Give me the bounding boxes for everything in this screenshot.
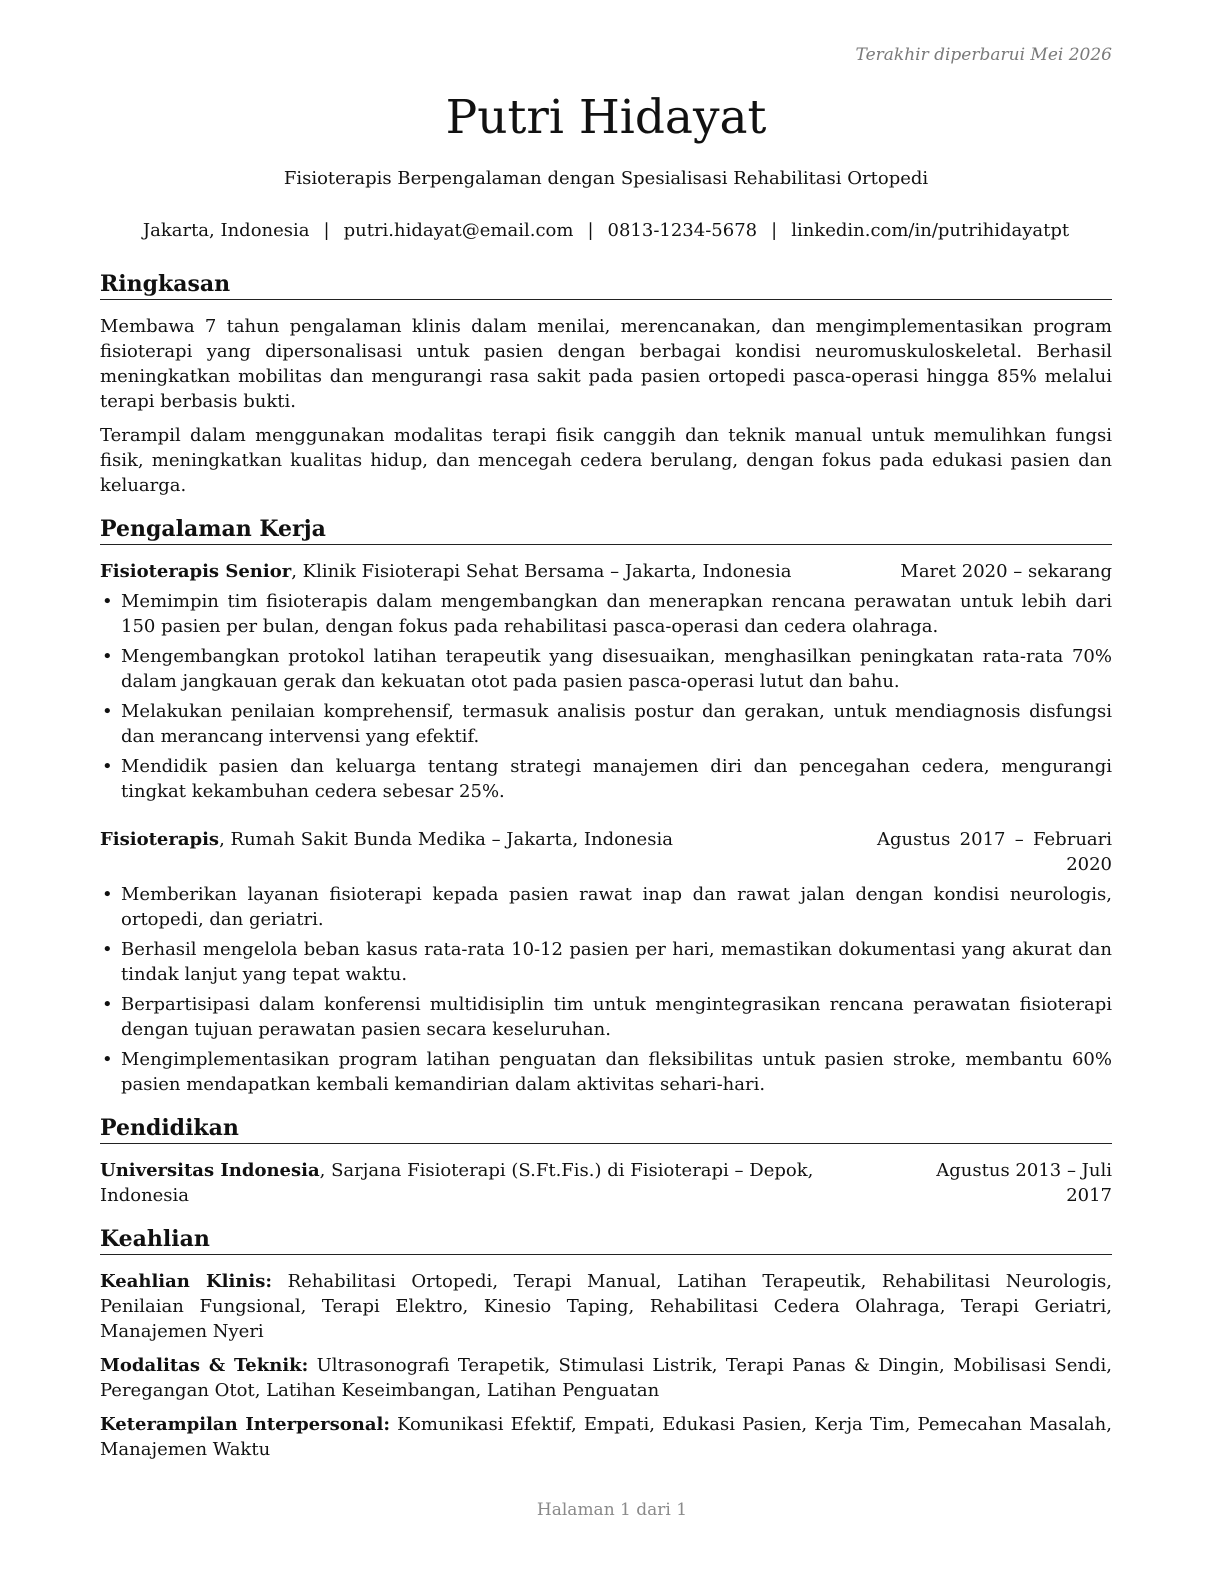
job-title-line	[100, 559, 791, 584]
skill-group-label: Keahlian Klinis:	[100, 1271, 273, 1292]
job-dates: Agustus 2017 – Februari 2020	[877, 829, 1112, 875]
skill-group-label: Modalitas & Teknik:	[100, 1355, 309, 1376]
job-header	[100, 559, 1112, 584]
job-entry	[100, 827, 1112, 1097]
job-org: , Rumah Sakit Bunda Medika – Jakarta, Indonesia	[219, 829, 673, 850]
list-item: • Mendidik pasien dan keluarga tentang strategi manajemen diri dan pencegahan cedera, mengurangi tingkat kekambuhan cedera sebesar 25%.	[100, 754, 1112, 804]
job-header	[100, 827, 1112, 877]
job-role: Fisioterapis Senior	[100, 561, 292, 582]
list-item: • Berpartisipasi dalam konferensi multidisiplin tim untuk mengintegrasikan rencana perawatan fisioterapi dengan tujuan perawatan pasien secara keseluruhan.	[100, 992, 1112, 1042]
list-item: • Melakukan penilaian komprehensif, termasuk analisis postur dan gerakan, untuk mendiagnosis disfungsi dan merancang intervensi yang efektif.	[100, 699, 1112, 749]
education-title: Pendidikan	[100, 1114, 1112, 1144]
page-number: Halaman 1 dari 1	[536, 1500, 688, 1520]
job-dates: Maret 2020 – sekarang	[900, 561, 1112, 582]
summary-title: Ringkasan	[100, 270, 1112, 300]
list-item: • Mengembangkan protokol latihan terapeutik yang disesuaikan, menghasilkan peningkatan rata-rata 70% dalam jangkauan gerak dan kekuatan otot pada pasien pasca-operasi lutut dan bahu.	[100, 644, 1112, 694]
candidate-name: Putri Hidayat	[445, 90, 767, 145]
education-detail: , Sarjana Fisioterapi (S.Ft.Fis.) di Fisioterapi – Depok, Indonesia	[100, 1160, 814, 1206]
list-item: • Mengimplementasikan program latihan penguatan dan fleksibilitas untuk pasien stroke, membantu 60% pasien mendapatkan kembali kemandirian dalam aktivitas sehari-hari.	[100, 1047, 1112, 1097]
summary-paragraph: Terampil dalam menggunakan modalitas terapi fisik canggih dan teknik manual untuk memulihkan fungsi fisik, meningkatkan kualitas hidup, dan mencegah cedera berulang, dengan fokus pada edukasi pasien dan keluarga.	[100, 425, 1112, 496]
last-updated: Terakhir diperbarui Mei 2026	[855, 45, 1112, 65]
education-line	[100, 1158, 890, 1208]
experience-section	[100, 515, 1112, 1097]
skill-group-text: Komunikasi Efektif, Empati, Edukasi Pasien, Kerja Tim, Pemecahan Masalah, Manajemen Waktu	[100, 1414, 1113, 1460]
contact-separator: |	[323, 220, 330, 241]
job-title-line	[100, 827, 673, 877]
contact-separator: |	[771, 220, 778, 241]
education-entry	[100, 1158, 1112, 1208]
job-org: , Klinik Fisioterapi Sehat Bersama – Jakarta, Indonesia	[291, 561, 792, 582]
contact-location: Jakarta, Indonesia	[142, 220, 310, 241]
education-school: Universitas Indonesia	[100, 1160, 320, 1181]
job-bullets	[100, 882, 1112, 1097]
skill-group-label: Keterampilan Interpersonal:	[100, 1414, 390, 1435]
skill-group	[100, 1269, 1112, 1344]
contact-phone: 0813-1234-5678	[607, 220, 758, 241]
list-item: • Memberikan layanan fisioterapi kepada pasien rawat inap dan rawat jalan dengan kondisi neurologis, ortopedi, dan geriatri.	[100, 882, 1112, 932]
skills-section	[100, 1225, 1112, 1462]
summary-section	[100, 270, 1112, 498]
skill-group-text: Rehabilitasi Ortopedi, Terapi Manual, Latihan Terapeutik, Rehabilitasi Neurologis, Penilaian Fungsional, Terapi Elektro, Kinesio Taping, Rehabilitasi Cedera Olahraga, Terapi Geriatri, Manajemen Nyeri	[100, 1271, 1112, 1342]
contact-line	[100, 219, 1112, 243]
skill-group-text: Ultrasonografi Terapetik, Stimulasi Listrik, Terapi Panas & Dingin, Mobilisasi Sendi, Peregangan Otot, Latihan Keseimbangan, Latihan Penguatan	[100, 1355, 1113, 1401]
skill-group	[100, 1412, 1112, 1462]
experience-title: Pengalaman Kerja	[100, 515, 1112, 545]
job-bullets	[100, 589, 1112, 804]
education-section	[100, 1114, 1112, 1208]
skills-title: Keahlian	[100, 1225, 1112, 1255]
job-entry	[100, 559, 1112, 804]
contact-linkedin[interactable]: linkedin.com/in/putrihidayatpt	[791, 220, 1070, 241]
job-role: Fisioterapis	[100, 829, 220, 850]
contact-email[interactable]: putri.hidayat@email.com	[343, 220, 574, 241]
list-item: • Memimpin tim fisioterapis dalam mengembangkan dan menerapkan rencana perawatan untuk lebih dari 150 pasien per bulan, dengan fokus pada rehabilitasi pasca-operasi dan cedera olahraga.	[100, 589, 1112, 639]
education-dates: Agustus 2013 – Juli 2017	[936, 1160, 1112, 1206]
list-item: • Berhasil mengelola beban kasus rata-rata 10-12 pasien per hari, memastikan dokumentasi yang akurat dan tindak lanjut yang tepat waktu.	[100, 937, 1112, 987]
skill-group	[100, 1353, 1112, 1403]
contact-separator: |	[587, 220, 594, 241]
tagline: Fisioterapis Berpengalaman dengan Spesialisasi Rehabilitasi Ortopedi	[283, 168, 929, 189]
summary-paragraph: Membawa 7 tahun pengalaman klinis dalam menilai, merencanakan, dan mengimplementasikan program fisioterapi yang dipersonalisasi untuk pasien dengan berbagai kondisi neuromuskuloskeletal. Berhasil meningkatkan mobilitas dan mengurangi rasa sakit pada pasien ortopedi pasca-operasi hingga 85% melalui terapi berbasis bukti.	[100, 316, 1112, 412]
